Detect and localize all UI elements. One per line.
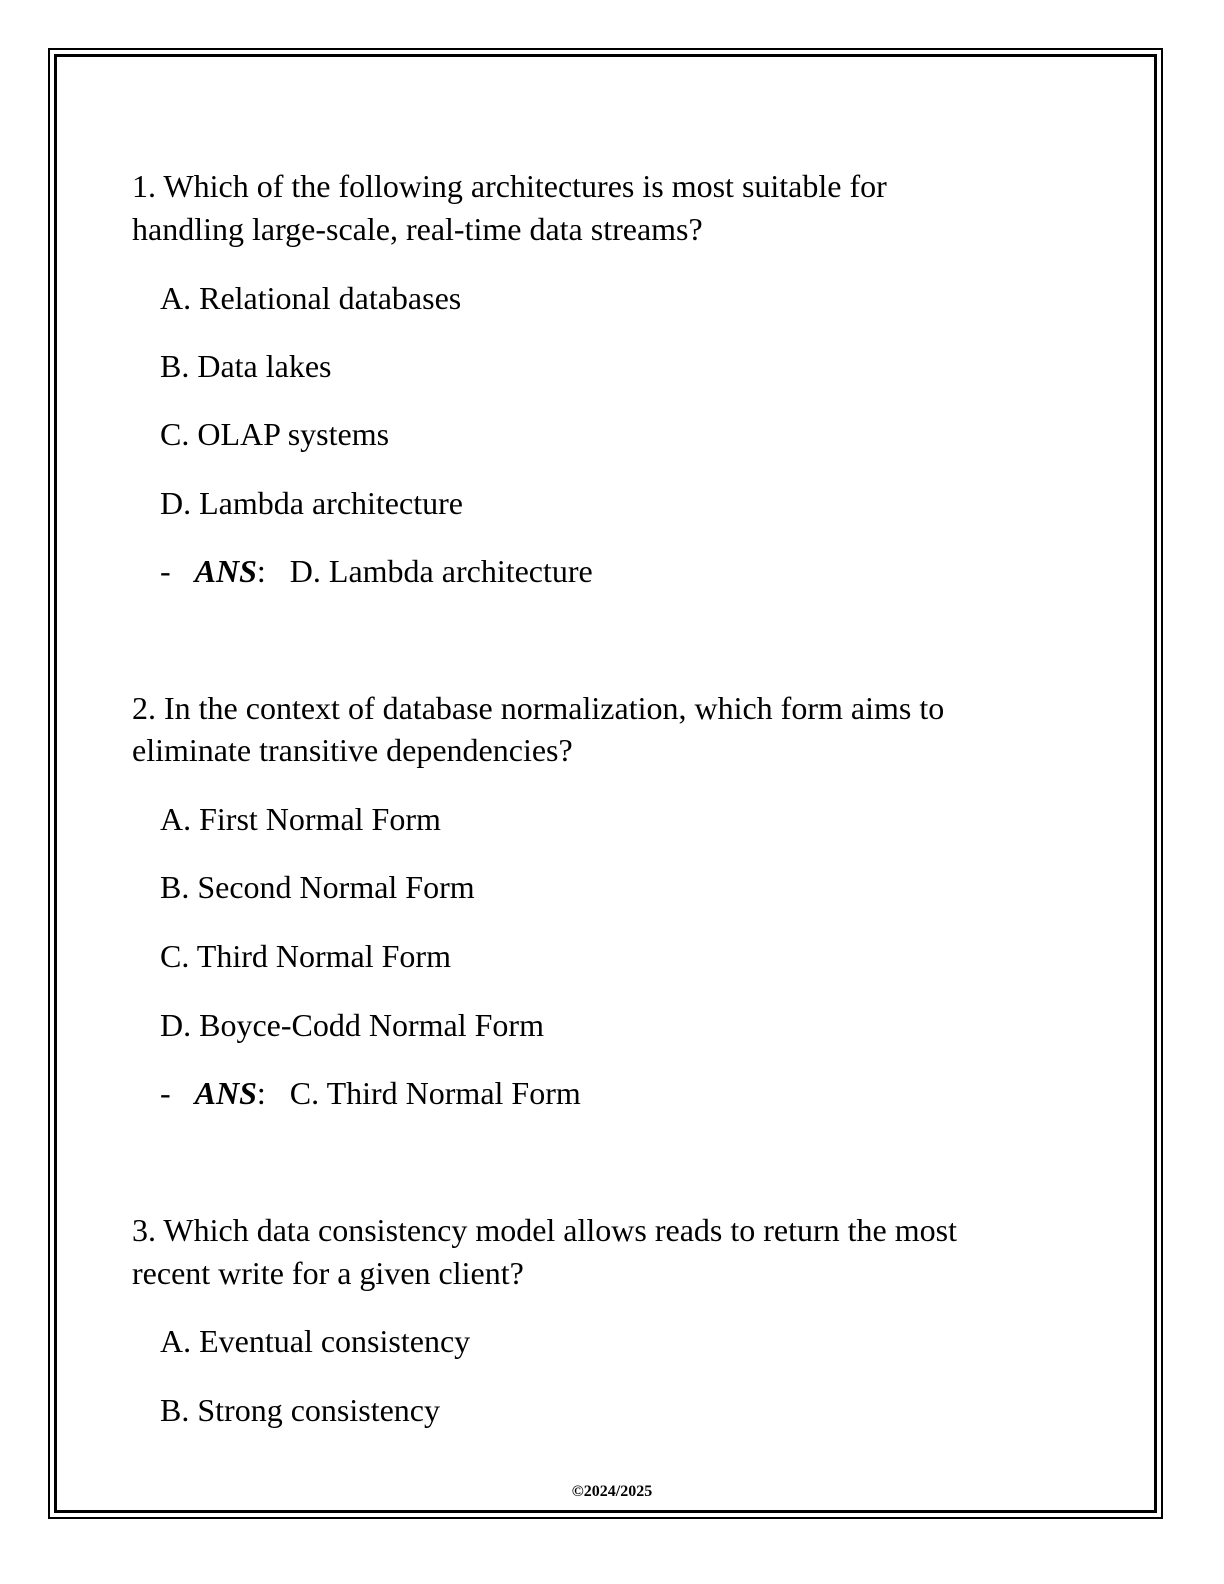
question-2-option-c: C. Third Normal Form bbox=[160, 938, 451, 974]
answer-colon: : bbox=[256, 553, 290, 589]
question-1-option-c: C. OLAP systems bbox=[160, 416, 390, 452]
question-3-text-line1: 3. Which data consistency model allows reads to return the most bbox=[132, 1212, 957, 1248]
question-1-option-d: D. Lambda architecture bbox=[160, 485, 463, 521]
question-2-text-line2: eliminate transitive dependencies? bbox=[132, 732, 573, 768]
question-2-text-line1: 2. In the context of database normalization, which form aims to bbox=[132, 690, 945, 726]
question-1-text-line2: handling large-scale, real-time data streams? bbox=[132, 211, 703, 247]
question-1-option-a: A. Relational databases bbox=[160, 280, 462, 316]
question-2-option-d: D. Boyce-Codd Normal Form bbox=[160, 1007, 544, 1043]
answer-colon: : bbox=[256, 1075, 290, 1111]
question-2-answer bbox=[160, 1073, 581, 1113]
question-3-option-a: A. Eventual consistency bbox=[160, 1323, 471, 1359]
answer-text: D. Lambda architecture bbox=[289, 553, 593, 589]
answer-dash: - bbox=[160, 1075, 195, 1111]
answer-label: ANS bbox=[194, 553, 257, 589]
question-1-text-line1: 1. Which of the following architectures is most suitable for bbox=[132, 168, 887, 204]
copyright-footer: ©2024/2025 bbox=[571, 1483, 653, 1500]
question-2-option-b: B. Second Normal Form bbox=[160, 869, 475, 905]
answer-text: C. Third Normal Form bbox=[289, 1075, 581, 1111]
question-2-option-a: A. First Normal Form bbox=[160, 801, 441, 837]
question-1-option-b: B. Data lakes bbox=[160, 348, 332, 384]
answer-dash: - bbox=[160, 553, 195, 589]
question-3-option-b: B. Strong consistency bbox=[160, 1392, 440, 1428]
answer-label: ANS bbox=[194, 1075, 257, 1111]
question-1-answer bbox=[160, 551, 593, 591]
question-3-text-line2: recent write for a given client? bbox=[132, 1255, 524, 1291]
